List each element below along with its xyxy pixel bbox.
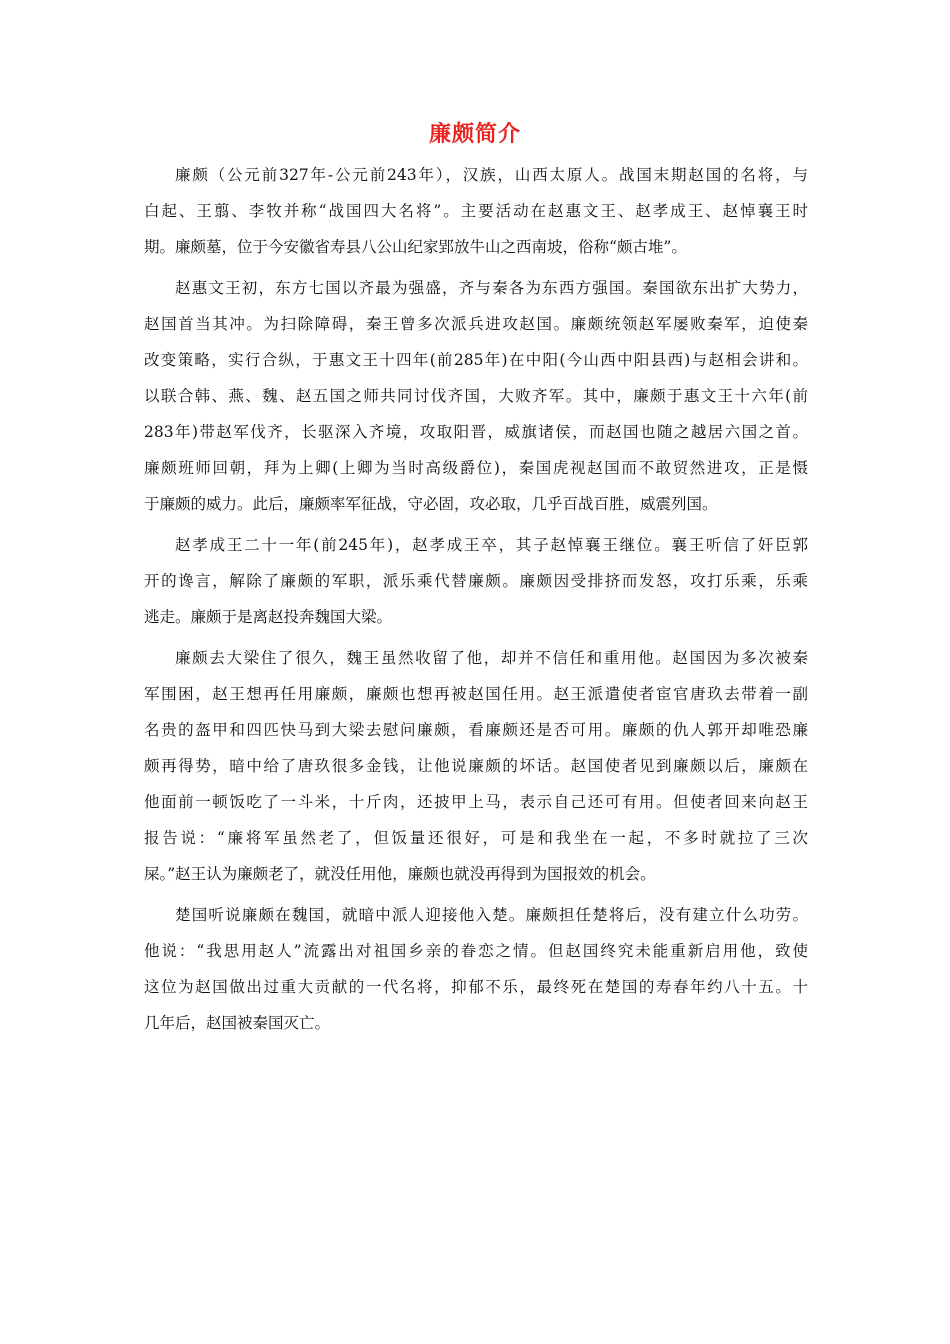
paragraph-line: 报告说：“廉将军虽然老了，但饭量还很好，可是和我坐在一起，不多时就拉了三次 xyxy=(144,829,808,847)
document-body xyxy=(144,157,808,1046)
paragraph-line: 开的谗言，解除了廉颇的军职，派乐乘代替廉颇。廉颇因受排挤而发怒，攻打乐乘，乐乘 xyxy=(144,572,808,590)
paragraph-line: 于廉颇的威力。此后，廉颇率军征战，守必固，攻必取，几乎百战百胜，威震列国。 xyxy=(144,495,718,513)
paragraph-line: 军围困，赵王想再任用廉颇，廉颇也想再被赵国任用。赵王派遣使者宦官唐玖去带着一副 xyxy=(144,685,808,703)
paragraph-line: 廉颇班师回朝，拜为上卿(上卿为当时高级爵位)，秦国虎视赵国而不敢贸然进攻，正是慑 xyxy=(144,459,808,477)
paragraph-line: 名贵的盔甲和四匹快马到大梁去慰问廉颇，看廉颇还是否可用。廉颇的仇人郭开却唯恐廉 xyxy=(144,721,808,739)
paragraph-line: 期。廉颇墓，位于今安徽省寿县八公山纪家郢放牛山之西南坡，俗称“颇古堆”。 xyxy=(144,238,687,256)
paragraph xyxy=(144,157,808,265)
paragraph-line: 廉颇（公元前327年-公元前243年），汉族，山西太原人。战国末期赵国的名将，与 xyxy=(175,166,808,184)
paragraph-line: 283年)带赵军伐齐，长驱深入齐境，攻取阳晋，威旗诸侯，而赵国也随之越居六国之首。 xyxy=(144,423,808,441)
paragraph-line: 赵惠文王初，东方七国以齐最为强盛，齐与秦各为东西方强国。秦国欲东出扩大势力， xyxy=(175,279,808,297)
paragraph xyxy=(144,270,808,522)
paragraph-line: 改变策略，实行合纵，于惠文王十四年(前285年)在中阳(今山西中阳县西)与赵相会讲和。 xyxy=(144,351,808,369)
paragraph-line: 赵国首当其冲。为扫除障碍，秦王曾多次派兵进攻赵国。廉颇统领赵军屡败秦军，迫使秦 xyxy=(144,315,808,333)
paragraph-line: 他面前一顿饭吃了一斗米，十斤肉，还披甲上马，表示自己还可有用。但使者回来向赵王 xyxy=(144,793,808,811)
paragraph-line: 他说：“我思用赵人”流露出对祖国乡亲的眷恋之情。但赵国终究未能重新启用他，致使 xyxy=(144,942,808,960)
paragraph-line: 廉颇去大梁住了很久，魏王虽然收留了他，却并不信任和重用他。赵国因为多次被秦 xyxy=(175,649,808,667)
paragraph-line: 逃走。廉颇于是离赵投奔魏国大梁。 xyxy=(144,608,393,626)
paragraph-line: 楚国听说廉颇在魏国，就暗中派人迎接他入楚。廉颇担任楚将后，没有建立什么功劳。 xyxy=(175,906,808,924)
paragraph xyxy=(144,640,808,892)
paragraph-line: 颇再得势，暗中给了唐玖很多金钱，让他说廉颇的坏话。赵国使者见到廉颇以后，廉颇在 xyxy=(144,757,808,775)
paragraph xyxy=(144,527,808,635)
paragraph-line: 这位为赵国做出过重大贡献的一代名将，抑郁不乐，最终死在楚国的寿春年约八十五。十 xyxy=(144,978,808,996)
paragraph xyxy=(144,897,808,1041)
paragraph-line: 以联合韩、燕、魏、赵五国之师共同讨伐齐国，大败齐军。其中，廉颇于惠文王十六年(前 xyxy=(144,387,808,405)
paragraph-line: 赵孝成王二十一年(前245年)，赵孝成王卒，其子赵悼襄王继位。襄王听信了奸臣郭 xyxy=(175,536,808,554)
document-title: 廉颇简介 xyxy=(428,122,521,147)
paragraph-line: 几年后，赵国被秦国灭亡。 xyxy=(144,1014,331,1032)
paragraph-line: 屎。”赵王认为廉颇老了，就没任用他，廉颇也就没再得到为国报效的机会。 xyxy=(144,865,656,883)
paragraph-line: 白起、王翦、李牧并称“战国四大名将”。主要活动在赵惠文王、赵孝成王、赵悼襄王时 xyxy=(144,202,808,220)
